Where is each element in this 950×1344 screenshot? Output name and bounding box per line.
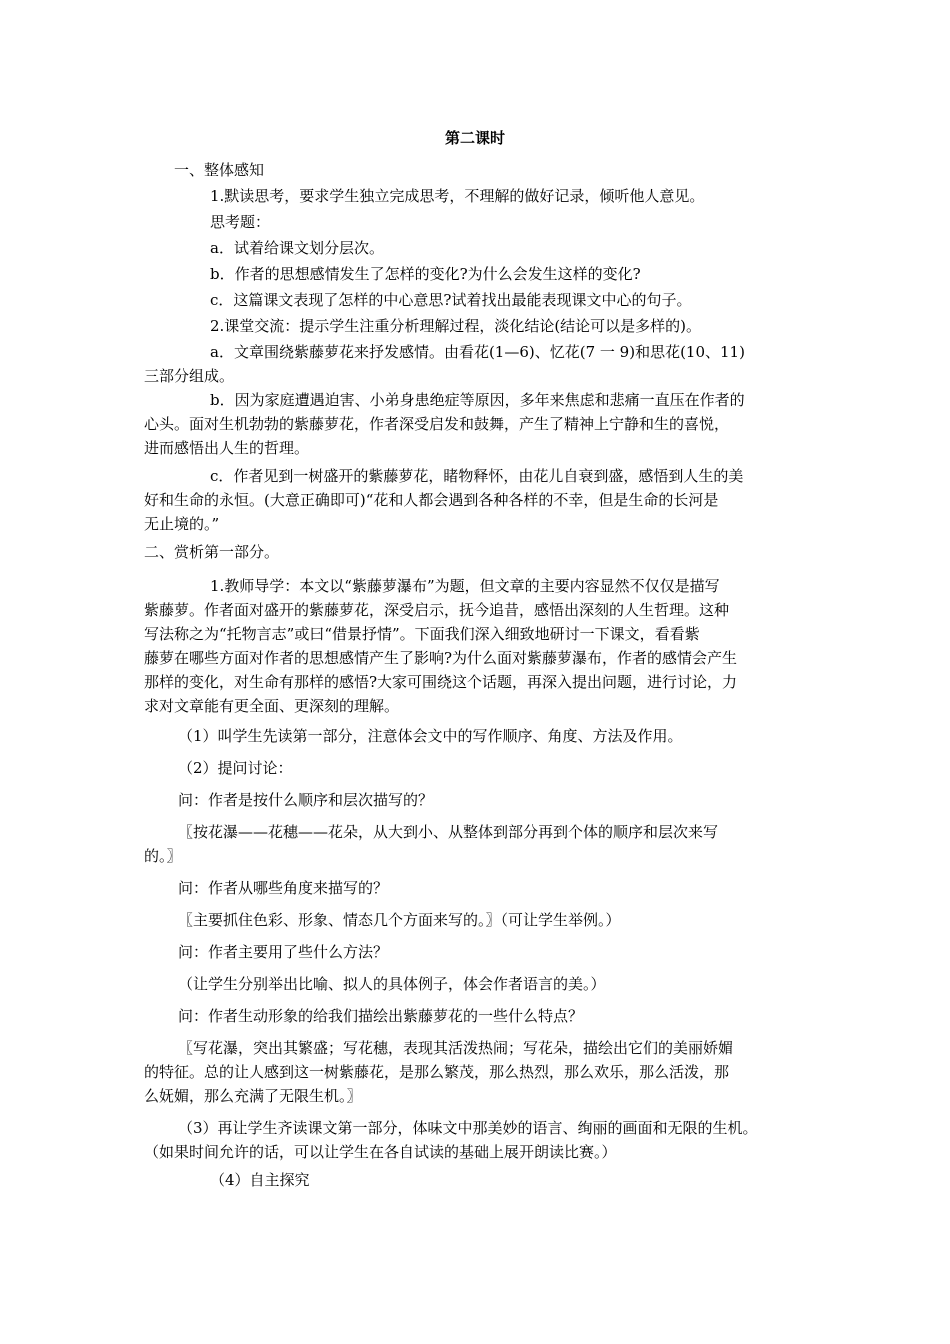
answer-line: 〖按花瀑——花穗——花朵，从大到小、从整体到部分再到个体的顺序和层次来写 (178, 823, 719, 841)
text-line: 那样的变化，对生命有那样的感悟?大家可围绕这个话题，再深入提出问题，进行讨论，力 (144, 673, 738, 691)
section-heading-appreciate: 二、赏析第一部分。 (144, 543, 280, 561)
answer-line: 的。〗 (144, 847, 182, 865)
text-line: 1.教师导学：本文以“紫藤萝瀑布”为题，但文章的主要内容显然不仅仅是描写 (210, 577, 720, 595)
text-line: （2）提问讨论： (178, 759, 293, 777)
text-line: 求对文章能有更全面、更深刻的理解。 (144, 697, 400, 715)
text-line: 心头。面对生机勃勃的紫藤萝花，作者深受启发和鼓舞，产生了精神上宁静和生的喜悦， (144, 415, 730, 433)
answer-line: （让学生分别举出比喻、拟人的具体例子，体会作者语言的美。） (178, 975, 606, 993)
text-line: c．这篇课文表现了怎样的中心意思?试着找出最能表现课文中心的句子。 (210, 291, 692, 309)
text-line: 2.课堂交流：提示学生注重分析理解过程，淡化结论(结论可以是多样的)。 (210, 317, 702, 335)
text-line: （4）自主探究 (210, 1171, 310, 1189)
text-line: b．因为家庭遭遇迫害、小弟身患绝症等原因，多年来焦虑和悲痛一直压在作者的 (210, 391, 745, 409)
text-line: c．作者见到一树盛开的紫藤萝花，睹物释怀，由花儿自衰到盛，感悟到人生的美 (210, 467, 744, 485)
page-title: 第二课时 (444, 129, 505, 147)
text-line: 藤萝在哪些方面对作者的思想感情产生了影响?为什么面对紫藤萝瀑布，作者的感情会产生 (144, 649, 738, 667)
text-line: 三部分组成。 (144, 367, 235, 385)
text-line: 进而感悟出人生的哲理。 (144, 439, 310, 457)
text-line: 紫藤萝。作者面对盛开的紫藤萝花，深受启示，抚今追昔，感悟出深刻的人生哲理。这种 (144, 601, 730, 619)
answer-line: 么妩媚，那么充满了无限生机。〗 (144, 1087, 362, 1105)
text-line: 无止境的。” (144, 515, 220, 533)
answer-line: 〖主要抓住色彩、形象、情态几个方面来写的。〗（可让学生举例。） (178, 911, 621, 929)
text-line: 思考题： (210, 213, 271, 231)
text-line: 好和生命的永恒。(大意正确即可)“花和人都会遇到各种各样的不幸，但是生命的长河是 (144, 491, 719, 509)
text-line: （3）再让学生齐读课文第一部分，体味文中那美妙的语言、绚丽的画面和无限的生机。 (178, 1119, 758, 1137)
text-line: a．文章围绕紫藤萝花来抒发感情。由看花(1—6)、忆花(7 一 9)和思花(10、11) (210, 343, 745, 361)
text-line: （如果时间允许的话，可以让学生在各自试读的基础上展开朗读比赛。） (144, 1143, 617, 1161)
text-line: 写法称之为“托物言志”或曰“借景抒情”。下面我们深入细致地研讨一下课文，看看紫 (144, 625, 700, 643)
text-line: a．试着给课文划分层次。 (210, 239, 384, 257)
question-line: 问：作者从哪些角度来描写的？ (178, 879, 389, 897)
text-line: b．作者的思想感情发生了怎样的变化?为什么会发生这样的变化? (210, 265, 641, 283)
question-line: 问：作者是按什么顺序和层次描写的？ (178, 791, 434, 809)
text-line: 1.默读思考，要求学生独立完成思考，不理解的做好记录，倾听他人意见。 (210, 187, 705, 205)
answer-line: 〖写花瀑，突出其繁盛；写花穗，表现其活泼热闹；写花朵，描绘出它们的美丽娇媚 (178, 1039, 734, 1057)
question-line: 问：作者主要用了些什么方法？ (178, 943, 389, 961)
text-line: （1）叫学生先读第一部分，注意体会文中的写作顺序、角度、方法及作用。 (178, 727, 683, 745)
question-line: 问：作者生动形象的给我们描绘出紫藤萝花的一些什么特点？ (178, 1007, 584, 1025)
section-heading-overall: 一、整体感知 (174, 161, 265, 179)
answer-line: 的特征。总的让人感到这一树紫藤花，是那么繁茂，那么热烈，那么欢乐，那么活泼，那 (144, 1063, 730, 1081)
